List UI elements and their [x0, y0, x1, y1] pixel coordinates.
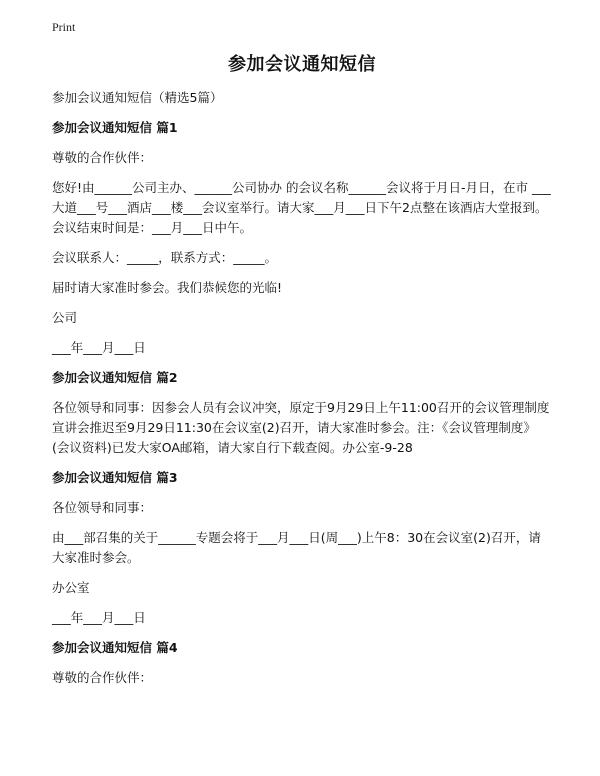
paragraph: 届时请大家准时参会。我们恭候您的光临! — [52, 280, 283, 295]
page-title: 参加会议通知短信 — [228, 54, 376, 75]
paragraph: ___年___月___日 — [52, 340, 146, 355]
paragraph: 尊敬的合作伙伴： — [52, 150, 153, 165]
paragraph: 各位领导和同事：因参会人员有会议冲突，原定于9月29日上午11:00召开的会议管理制度宣讲会推迟至9月29日11:30在会议室(2)召开，请大家准时参会。注：《会议管理制度》(会议资料)已发大家OA邮箱，请大家自行下载查阅。办公室-9-28 — [52, 400, 550, 455]
print-label: Print — [52, 20, 76, 34]
section-4 — [52, 638, 552, 688]
section-heading: 参加会议通知短信 篇4 — [52, 640, 178, 655]
section-heading: 参加会议通知短信 篇1 — [52, 120, 178, 135]
paragraph: 由___部召集的关于______专题会将于___月___日(周___)上午8：30在会议室(2)召开，请大家准时参会。 — [52, 530, 541, 565]
paragraph: ___年___月___日 — [52, 610, 146, 625]
section-3 — [52, 468, 552, 628]
paragraph: 尊敬的合作伙伴： — [52, 670, 153, 685]
paragraph: 办公室 — [52, 580, 90, 595]
document-page — [52, 50, 552, 698]
paragraph: 您好!由______公司主办、______公司协办 的会议名称______会议将于月日-月日，在市 ___大道___号___酒店___楼___会议室举行。请大家___月___日下午2点整在该酒店大堂报到。会议结束时间是：___月___日中午。 — [52, 180, 551, 235]
paragraph: 各位领导和同事： — [52, 500, 153, 515]
paragraph: 公司 — [52, 310, 78, 325]
section-heading: 参加会议通知短信 篇3 — [52, 470, 178, 485]
section-heading: 参加会议通知短信 篇2 — [52, 370, 178, 385]
paragraph: 会议联系人：_____，联系方式：_____。 — [52, 250, 278, 265]
section-1 — [52, 118, 552, 358]
section-2 — [52, 368, 552, 458]
document-subtitle: 参加会议通知短信（精选5篇） — [52, 90, 223, 105]
